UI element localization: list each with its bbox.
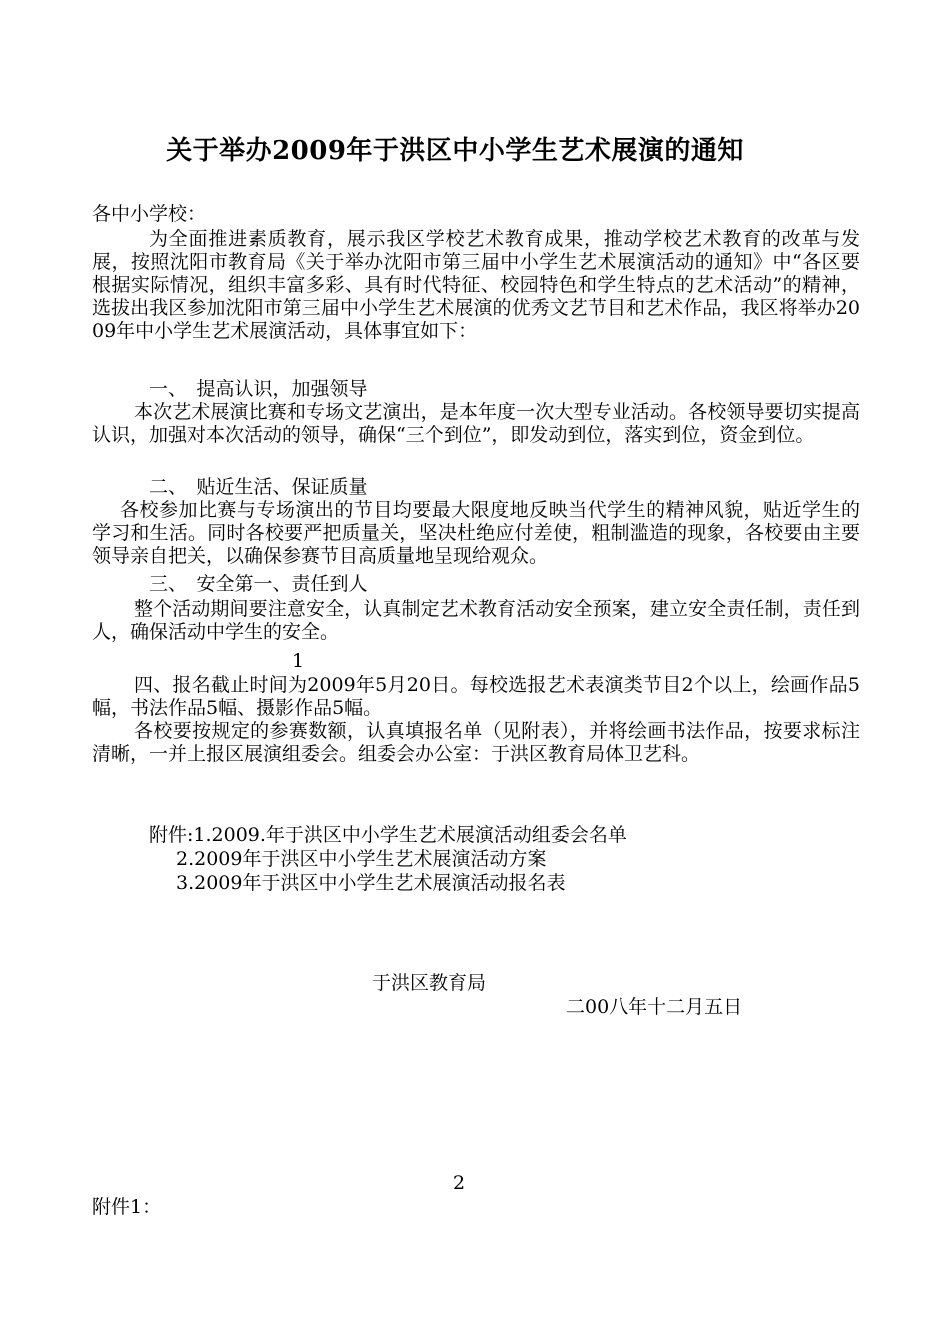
salutation: 各中小学校： <box>92 203 207 225</box>
page-number: 2 <box>453 1172 466 1194</box>
section-1-block <box>92 401 860 447</box>
attachment-item-1: 附件:1.2009.年于洪区中小学生艺术展演活动组委会名单 <box>149 824 627 846</box>
section-2-body: 各校参加比赛与专场演出的节目均要最大限度地反映当代学生的精神风貌，贴近学生的学习和生活。同时各校要严把质量关，坚决杜绝应付差使，粗制滥造的现象，各校要由主要领导亲自把关，以确保参赛节目高质量地呈现给观众。 <box>92 499 860 567</box>
issue-date: 二00八年十二月五日 <box>566 996 743 1018</box>
section-1-body: 本次艺术展演比赛和专场文艺演出，是本年度一次大型专业活动。各校领导要切实提高认识，加强对本次活动的领导，确保“三个到位”，即发动到位，落实到位，资金到位。 <box>92 401 860 446</box>
section-3-block <box>92 598 860 644</box>
page-number: 1 <box>292 650 305 672</box>
issuer: 于洪区教育局 <box>372 972 487 994</box>
intro-paragraph: 为全面推进素质教育，展示我区学校艺术教育成果，推动学校艺术教育的改革与发展，按照沈阳市教育局《关于举办沈阳市第三届中小学生艺术展演活动的通知》中“各区要根据实际情况，组织丰富多彩、具有时代特征、校园特色和学生特点的艺术活动”的精神，选拔出我区参加沈阳市第三届中小学生艺术展演的优秀文艺节目和艺术作品，我区将举办2009年中小学生艺术展演活动，具体事宜如下： <box>92 228 860 342</box>
section-2-heading: 二、 贴近生活、保证质量 <box>149 476 368 498</box>
attachment-item-2: 2.2009年于洪区中小学生艺术展演活动方案 <box>176 848 547 870</box>
intro-block <box>92 228 860 343</box>
section-3-body: 整个活动期间要注意安全，认真制定艺术教育活动安全预案，建立安全责任制，责任到人，确保活动中学生的安全。 <box>92 598 860 643</box>
section-2-block <box>92 499 860 568</box>
appendix-label: 附件1： <box>92 1196 162 1218</box>
section-1-heading: 一、 提高认识，加强领导 <box>149 378 368 400</box>
section-4-block <box>92 674 860 766</box>
section-4-body: 四、报名截止时间为2009年5月20日。每校选报艺术表演类节目2个以上，绘画作品5幅，书法作品5幅、摄影作品5幅。 <box>92 674 860 719</box>
section-4-continuation: 各校要按规定的参赛数额，认真填报名单（见附表），并将绘画书法作品，按要求标注清晰，一并上报区展演组委会。组委会办公室：于洪区教育局体卫艺科。 <box>92 720 860 765</box>
document-title: 关于举办2009年于洪区中小学生艺术展演的通知 <box>166 136 744 166</box>
attachment-item-3: 3.2009年于洪区中小学生艺术展演活动报名表 <box>176 872 566 894</box>
section-3-heading: 三、 安全第一、责任到人 <box>149 573 368 595</box>
